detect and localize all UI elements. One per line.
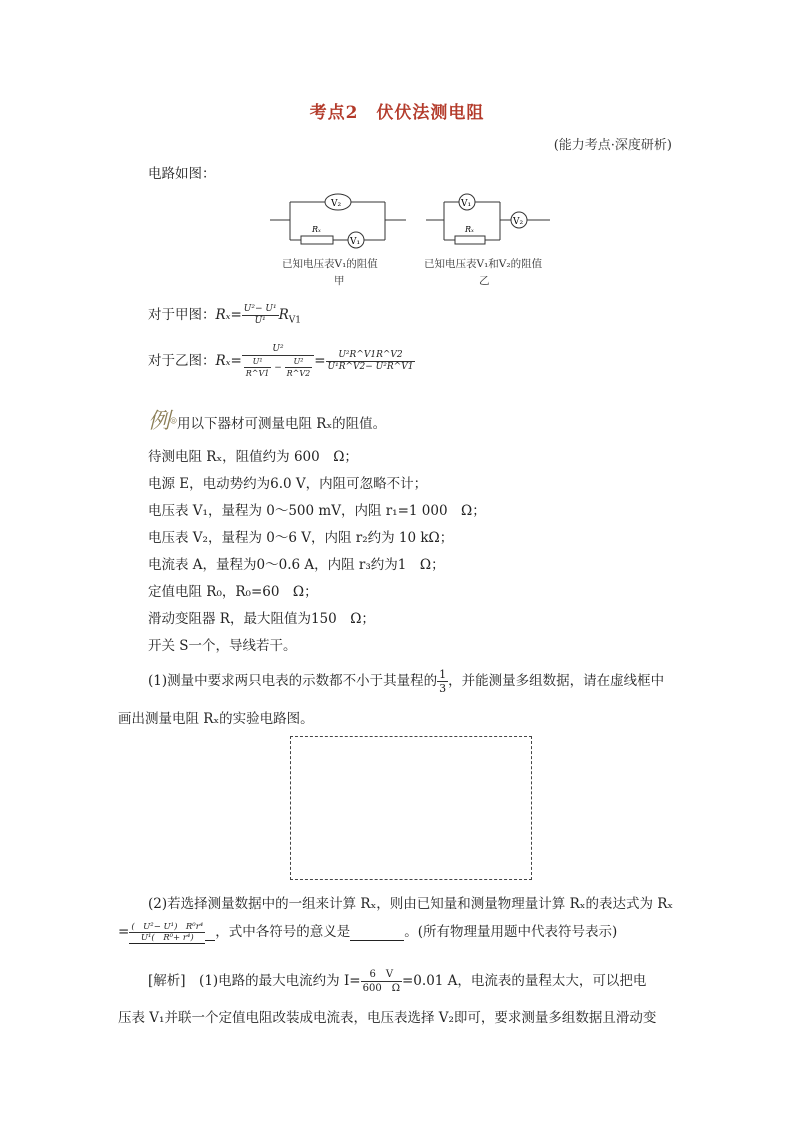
voltmeter-v2-label: V₂: [513, 217, 524, 227]
list-item: 电压表 V₁，量程为 0～500 mV，内阻 r₁=1 000 Ω；: [148, 503, 486, 519]
analysis-line-1: [解析] (1)电路的最大电流约为 I= $\frac{6 V}{600 \Omega}$ =0.01 A，电流表的量程太大，可以把电: [148, 969, 647, 994]
list-item: 开关 S一个，导线若干。: [148, 638, 297, 654]
list-item: 电流表 A，量程为0～0.6 A，内阻 r₃约为1 Ω；: [148, 557, 445, 573]
formula-jia: 对于甲图：Rₓ= $\frac{\text{U²− U¹}}{\text{U¹}}$ $R_{V1}$: [148, 304, 301, 326]
one-third-fraction: $\frac{1}{3}$: [439, 668, 447, 695]
formula-label: 对于甲图：: [148, 307, 216, 323]
example-mark: 例: [148, 409, 171, 434]
list-item: 待测电阻 Rₓ，阻值约为 600 Ω；: [148, 449, 358, 465]
list-item: 定值电阻 R₀，R₀=60 Ω；: [148, 584, 318, 600]
question-1-line-1: (1)测量中要求两只电表的示数都不小于其量程的 $\frac{1}{3}$ ，并能测量多组数据，请在虚线框中: [148, 668, 665, 695]
voltmeter-v1-label: V₁: [461, 199, 472, 209]
formula-yi: 对于乙图：Rₓ= U² $\frac{\text{U¹}}{R\^{}V1}$ − $\frac{\text{U²}}{R\^{}V2}$ = $\frac{\text{U²R\textasciicircum{}V1R\textasciicircum{}V2}}{\text{U¹R\textasciicircum{}V2− U²R\textasciicircum{}V1}}$: [148, 344, 414, 378]
caption-jia-2: 甲: [334, 275, 345, 287]
rx-label: Rₓ: [465, 225, 474, 234]
formula-fraction: $\frac{\text{U²− U¹}}{\text{U¹}}$: [243, 304, 277, 326]
voltmeter-v1-label: V₁: [350, 237, 361, 247]
example-intro-text: 用以下器材可测量电阻 Rₓ的阻值。: [177, 416, 387, 432]
analysis-fraction: $\frac{6 V}{600 \Omega}$: [362, 969, 400, 994]
rx-label: Rₓ: [312, 225, 321, 234]
caption-yi-1: 已知电压表V₁和V₂的阻值: [424, 258, 543, 270]
example-mark-icon: ◎: [170, 415, 177, 425]
example-intro: [148, 404, 386, 435]
analysis-tag: [解析]: [148, 973, 186, 989]
section-subtitle: (能力考点·深度研析): [553, 138, 672, 153]
formula-lhs: Rₓ=: [215, 353, 242, 369]
question-2-line-1: (2)若选择测量数据中的一组来计算 Rₓ，则由已知量和测量物理量计算 Rₓ的表达式为 Rₓ: [148, 896, 674, 912]
analysis-line-2: 压表 V₁并联一个定值电阻改装成电流表，电压表选择 V₂即可，要求测量多组数据且滑动变: [118, 1010, 657, 1026]
question-2-line-2: = $\frac{\text{( U²− U¹) R⁰r⁴}}{\text{U¹( R⁰+ r⁴)}}$ ，式中各符号的意义是 。(所有物理量用题中代表符号表示): [118, 921, 618, 943]
formula-fraction-right: $\frac{\text{U²R\textasciicircum{}V1R\textasciicircum{}V2}}{\text{U¹R\textasciicircum{}V2− U²R\textasciicircum{}V1}}$: [327, 350, 414, 372]
formula-lhs: Rₓ=: [215, 307, 242, 323]
formula-fraction-left: U² $\frac{\text{U¹}}{R\^{}V1}$ − $\frac{\text{U²}}{R\^{}V2}$: [242, 344, 314, 379]
page-title: 考点2 伏伏法测电阻: [309, 103, 485, 123]
list-item: 电源 E，电动势约为6.0 V，内阻可忽略不计；: [148, 476, 428, 492]
circuit-intro: 电路如图：: [148, 166, 216, 182]
list-item: 滑动变阻器 R，最大阻值为150 Ω；: [148, 611, 375, 627]
answer-formula-blank: $\frac{\text{( U²− U¹) R⁰r⁴}}{\text{U¹( R⁰+ r⁴)}}$: [131, 921, 204, 943]
circuit-diagram-yi: [424, 188, 554, 258]
answer-blank: [350, 924, 404, 941]
voltmeter-v2-label: V₂: [331, 199, 342, 209]
caption-jia-1: 已知电压表V₁的阻值: [282, 258, 378, 270]
answer-drawing-box: [290, 736, 532, 880]
list-item: 电压表 V₂，量程为 0～6 V，内阻 r₂约为 10 kΩ；: [148, 530, 454, 546]
formula-label: 对于乙图：: [148, 353, 216, 369]
caption-yi-2: 乙: [479, 275, 490, 287]
question-1-line-2: 画出测量电阻 Rₓ的实验电路图。: [118, 711, 314, 727]
